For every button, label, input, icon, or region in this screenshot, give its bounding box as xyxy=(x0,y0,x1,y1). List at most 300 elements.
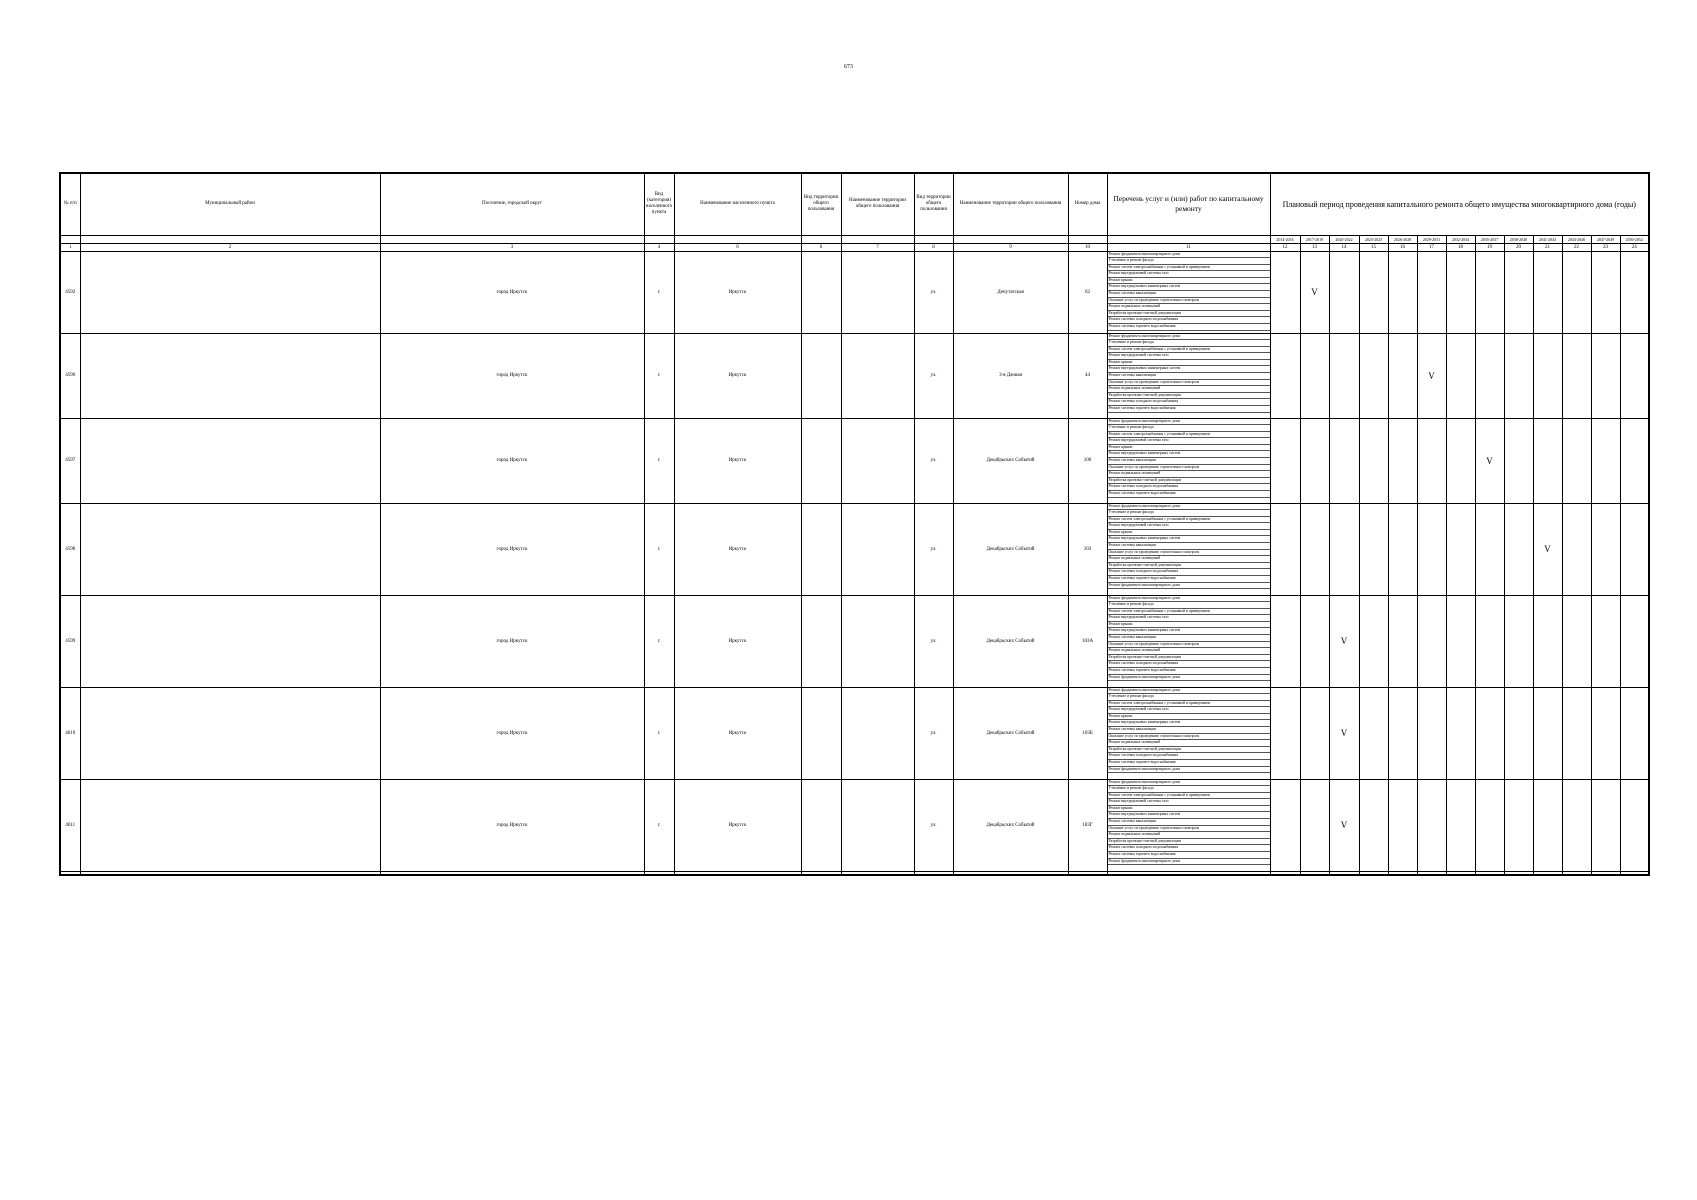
work-item: Ремонт систем электроснабжения с установкой и приведением xyxy=(1108,517,1270,524)
header-works: Перечень услуг и (или) работ по капитальному ремонту xyxy=(1107,173,1270,235)
column-number: 8 xyxy=(914,243,953,251)
period-cell xyxy=(1359,251,1388,333)
period-cell xyxy=(1504,503,1533,595)
work-item: Ремонт крыши xyxy=(1108,622,1270,629)
territory-name-cell xyxy=(841,251,914,333)
period-cell xyxy=(1591,503,1620,595)
period-cell xyxy=(1620,503,1649,595)
district-cell xyxy=(80,251,380,333)
period-cell xyxy=(1591,687,1620,779)
work-item: Ремонт крыши xyxy=(1108,714,1270,721)
period-cell xyxy=(1533,503,1562,595)
period-cell xyxy=(1417,251,1446,333)
period-cell xyxy=(1504,595,1533,687)
street-name-cell: Декабрьских Событий xyxy=(953,687,1068,779)
works-cell xyxy=(1107,418,1270,503)
street-type-cell: ул. xyxy=(914,251,953,333)
period-cell xyxy=(1533,779,1562,871)
house-number-cell: 103Г xyxy=(1068,779,1107,871)
table-row-partial xyxy=(60,871,1649,875)
table-row xyxy=(60,418,1649,503)
work-item: Ремонт подвальных помещений xyxy=(1108,386,1270,393)
work-item: Ремонт внутридомовой системы газо xyxy=(1108,615,1270,622)
column-number: 22 xyxy=(1562,243,1591,251)
work-item: Ремонт подвальных помещений xyxy=(1108,471,1270,478)
work-item: Ремонт внутридомовой системы газо xyxy=(1108,438,1270,445)
work-item: Ремонт внутридомовых инженерных систем xyxy=(1108,366,1270,373)
street-name-cell: 3-я Дачная xyxy=(953,333,1068,418)
locality-cell: Иркутск xyxy=(674,687,801,779)
period-cell xyxy=(1270,503,1300,595)
period-header: 2050-2052 xyxy=(1620,235,1649,243)
period-cell xyxy=(1329,595,1359,687)
period-cell xyxy=(1562,251,1591,333)
period-header: 2035-2037 xyxy=(1475,235,1504,243)
work-item: Ремонт фундамента многоквартирного дома xyxy=(1108,859,1270,866)
period-header: 2026-2028 xyxy=(1388,235,1417,243)
territory-type-cell xyxy=(801,251,841,333)
territory-type-cell xyxy=(801,503,841,595)
house-number-cell: 100 xyxy=(1068,418,1107,503)
period-cell xyxy=(1562,418,1591,503)
work-item: Оказание услуг по проведению строительного контроля xyxy=(1108,380,1270,387)
period-cell xyxy=(1300,595,1329,687)
period-cell xyxy=(1388,779,1417,871)
work-item: Ремонт внутридомовой системы газо xyxy=(1108,523,1270,530)
period-cell xyxy=(1562,595,1591,687)
period-cell xyxy=(1620,418,1649,503)
street-type-cell: ул. xyxy=(914,687,953,779)
work-item: Ремонт системы холодного водоснабжения xyxy=(1108,845,1270,852)
period-cell xyxy=(1446,687,1475,779)
period-cell xyxy=(1504,687,1533,779)
period-cell xyxy=(1562,779,1591,871)
period-cell xyxy=(1591,595,1620,687)
column-number: 19 xyxy=(1475,243,1504,251)
work-item: Оказание услуг по проведению строительного контроля xyxy=(1108,298,1270,305)
work-item: Оказание услуг по проведению строительного контроля xyxy=(1108,734,1270,741)
period-mark: V xyxy=(1544,544,1551,554)
works-cell xyxy=(1107,687,1270,779)
period-mark: V xyxy=(1340,636,1348,646)
street-type-cell: ул. xyxy=(914,333,953,418)
period-mark: V xyxy=(1340,820,1348,830)
territory-name-cell xyxy=(841,779,914,871)
period-mark: V xyxy=(1340,728,1348,738)
locality-type-cell: г. xyxy=(644,503,674,595)
work-item: Ремонт систем электроснабжения с установкой и приведением xyxy=(1108,265,1270,272)
work-item: Ремонт внутридомовых инженерных систем xyxy=(1108,536,1270,543)
settlement-cell: город Иркутск xyxy=(380,418,644,503)
column-number: 3 xyxy=(380,243,644,251)
period-cell xyxy=(1359,687,1388,779)
work-item: Ремонт внутридомовых инженерных систем xyxy=(1108,451,1270,458)
period-cell xyxy=(1620,333,1649,418)
row-number: 4596 xyxy=(60,333,80,418)
period-cell xyxy=(1475,418,1504,503)
period-cell xyxy=(1300,687,1329,779)
column-number: 23 xyxy=(1591,243,1620,251)
period-cell xyxy=(1270,418,1300,503)
territory-name-cell xyxy=(841,418,914,503)
period-cell xyxy=(1300,333,1329,418)
work-item: Утепление и ремонт фасада xyxy=(1108,340,1270,347)
work-item: Ремонт крыши xyxy=(1108,445,1270,452)
work-item: Разработка проектно-сметной документации xyxy=(1108,393,1270,400)
column-number: 6 xyxy=(801,243,841,251)
period-cell xyxy=(1562,687,1591,779)
settlement-cell: город Иркутск xyxy=(380,251,644,333)
row-number: 4611 xyxy=(60,779,80,871)
row-number: 4597 xyxy=(60,418,80,503)
locality-cell: Иркутск xyxy=(674,333,801,418)
street-type-cell: ул. xyxy=(914,503,953,595)
row-number: 4598 xyxy=(60,503,80,595)
table-body xyxy=(60,251,1649,875)
house-number-cell: 103А xyxy=(1068,595,1107,687)
period-cell xyxy=(1446,333,1475,418)
work-item: Ремонт внутридомовых инженерных систем xyxy=(1108,812,1270,819)
work-item: Утепление и ремонт фасада xyxy=(1108,786,1270,793)
work-item: Ремонт системы горячего водоснабжения xyxy=(1108,852,1270,859)
header-street-type: Вид территории общего пользования xyxy=(914,173,953,235)
district-cell xyxy=(80,687,380,779)
column-number: 18 xyxy=(1446,243,1475,251)
work-item: Ремонт подвальных помещений xyxy=(1108,648,1270,655)
period-header: 2047-2049 xyxy=(1591,235,1620,243)
street-name-cell: Декабрьских Событий xyxy=(953,595,1068,687)
header-num: № п/п xyxy=(60,173,80,235)
column-number: 14 xyxy=(1329,243,1359,251)
period-cell xyxy=(1388,251,1417,333)
work-item: Ремонт системы холодного водоснабжения xyxy=(1108,484,1270,491)
settlement-cell: город Иркутск xyxy=(380,779,644,871)
work-item: Ремонт внутридомовой системы газо xyxy=(1108,799,1270,806)
works-cell xyxy=(1107,333,1270,418)
period-header: 2023-2025 xyxy=(1359,235,1388,243)
street-name-cell: Декабрьских Событий xyxy=(953,779,1068,871)
settlement-cell: город Иркутск xyxy=(380,595,644,687)
period-mark: V xyxy=(1428,370,1435,381)
period-cell xyxy=(1504,333,1533,418)
column-number: 12 xyxy=(1270,243,1300,251)
work-item: Ремонт фундамента многоквартирного дома xyxy=(1108,252,1270,259)
work-item: Ремонт системы канализации xyxy=(1108,373,1270,380)
period-cell xyxy=(1359,333,1388,418)
period-cell xyxy=(1359,418,1388,503)
header-district: Муниципальный район xyxy=(80,173,380,235)
locality-type-cell: г. xyxy=(644,251,674,333)
territory-type-cell xyxy=(801,418,841,503)
work-item: Разработка проектно-сметной документации xyxy=(1108,311,1270,318)
locality-cell: Иркутск xyxy=(674,595,801,687)
period-cell xyxy=(1359,595,1388,687)
work-item: Ремонт фундамента многоквартирного дома xyxy=(1108,504,1270,511)
work-item: Разработка проектно-сметной документации xyxy=(1108,655,1270,662)
work-item: Ремонт подвальных помещений xyxy=(1108,556,1270,563)
header-street-name: Наименование территории общего пользования xyxy=(953,173,1068,235)
work-item: Утепление и ремонт фасада xyxy=(1108,602,1270,609)
house-number-cell: 103Б xyxy=(1068,687,1107,779)
work-item: Ремонт системы горячего водоснабжения xyxy=(1108,576,1270,583)
work-item: Ремонт фундамента многоквартирного дома xyxy=(1108,675,1270,682)
period-cell xyxy=(1446,779,1475,871)
header-territory-type: Вид территории общего пользования xyxy=(801,173,841,235)
period-cell xyxy=(1388,333,1417,418)
work-item: Ремонт фундамента многоквартирного дома xyxy=(1108,780,1270,787)
table-row xyxy=(60,251,1649,333)
period-cell xyxy=(1329,687,1359,779)
period-cell xyxy=(1475,251,1504,333)
period-cell xyxy=(1533,418,1562,503)
period-header: 2014-2016 xyxy=(1270,235,1300,243)
period-cell xyxy=(1388,687,1417,779)
work-item: Ремонт крыши xyxy=(1108,530,1270,537)
work-item: Ремонт внутридомовой системы газо xyxy=(1108,271,1270,278)
territory-type-cell xyxy=(801,687,841,779)
work-item: Оказание услуг по проведению строительного контроля xyxy=(1108,642,1270,649)
work-item: Ремонт системы холодного водоснабжения xyxy=(1108,569,1270,576)
period-cell xyxy=(1300,779,1329,871)
locality-type-cell: г. xyxy=(644,418,674,503)
page-number: 673 xyxy=(844,64,853,70)
locality-cell: Иркутск xyxy=(674,779,801,871)
capital-repair-table xyxy=(59,172,1650,876)
column-number: 21 xyxy=(1533,243,1562,251)
period-mark: V xyxy=(1311,287,1318,297)
period-cell xyxy=(1270,779,1300,871)
period-cell xyxy=(1533,251,1562,333)
work-item: Ремонт системы горячего водоснабжения xyxy=(1108,491,1270,498)
table-row xyxy=(60,687,1649,779)
work-item: Оказание услуг по проведению строительного контроля xyxy=(1108,550,1270,557)
period-cell xyxy=(1475,687,1504,779)
period-header: 2017-2019 xyxy=(1300,235,1329,243)
territory-name-cell xyxy=(841,503,914,595)
work-item: Ремонт фундамента многоквартирного дома xyxy=(1108,419,1270,426)
column-number: 13 xyxy=(1300,243,1329,251)
work-item: Утепление и ремонт фасада xyxy=(1108,694,1270,701)
work-item: Ремонт системы горячего водоснабжения xyxy=(1108,406,1270,413)
street-type-cell: ул. xyxy=(914,418,953,503)
work-item: Ремонт системы канализации xyxy=(1108,458,1270,465)
period-cell xyxy=(1300,503,1329,595)
table-row xyxy=(60,779,1649,871)
work-item: Ремонт системы канализации xyxy=(1108,543,1270,550)
period-cell xyxy=(1620,251,1649,333)
column-numbers-row xyxy=(60,243,1649,251)
column-number: 9 xyxy=(953,243,1068,251)
work-item: Утепление и ремонт фасада xyxy=(1108,258,1270,265)
table-row xyxy=(60,595,1649,687)
locality-cell: Иркутск xyxy=(674,251,801,333)
locality-type-cell: г. xyxy=(644,687,674,779)
period-cell xyxy=(1417,595,1446,687)
work-item: Ремонт внутридомовых инженерных систем xyxy=(1108,284,1270,291)
period-cell xyxy=(1270,687,1300,779)
work-item: Ремонт системы канализации xyxy=(1108,727,1270,734)
period-cell xyxy=(1329,418,1359,503)
table-row xyxy=(60,503,1649,595)
period-cell xyxy=(1446,251,1475,333)
column-number: 7 xyxy=(841,243,914,251)
period-cell xyxy=(1329,333,1359,418)
work-item: Разработка проектно-сметной документации xyxy=(1108,478,1270,485)
period-cell xyxy=(1359,779,1388,871)
work-item: Ремонт системы горячего водоснабжения xyxy=(1108,668,1270,675)
street-type-cell: ул. xyxy=(914,595,953,687)
header-plan: Плановый период проведения капитального ремонта общего имущества многоквартирного дома (годы) xyxy=(1270,173,1649,235)
column-number: 11 xyxy=(1107,243,1270,251)
period-cell xyxy=(1359,503,1388,595)
district-cell xyxy=(80,333,380,418)
work-item: Ремонт крыши xyxy=(1108,278,1270,285)
locality-cell: Иркутск xyxy=(674,418,801,503)
column-number: 24 xyxy=(1620,243,1649,251)
header-locality-type: Вид (категория) населенного пункта xyxy=(644,173,674,235)
period-cell xyxy=(1417,503,1446,595)
period-cell xyxy=(1270,595,1300,687)
column-number: 1 xyxy=(60,243,80,251)
work-item: Ремонт системы канализации xyxy=(1108,291,1270,298)
period-cell xyxy=(1475,779,1504,871)
work-item: Ремонт крыши xyxy=(1108,806,1270,813)
header-house: Номер дома xyxy=(1068,173,1107,235)
house-number-cell: 44 xyxy=(1068,333,1107,418)
work-item: Утепление и ремонт фасада xyxy=(1108,425,1270,432)
works-cell xyxy=(1107,595,1270,687)
period-mark: V xyxy=(1486,455,1493,466)
period-cell xyxy=(1329,503,1359,595)
territory-name-cell xyxy=(841,595,914,687)
work-item: Ремонт подвальных помещений xyxy=(1108,304,1270,311)
street-name-cell: Депутатская xyxy=(953,251,1068,333)
period-cell xyxy=(1270,251,1300,333)
settlement-cell: город Иркутск xyxy=(380,503,644,595)
work-item: Утепление и ремонт фасада xyxy=(1108,510,1270,517)
periods-row xyxy=(60,235,1649,243)
period-cell xyxy=(1504,251,1533,333)
work-item: Ремонт систем электроснабжения с установкой и приведением xyxy=(1108,793,1270,800)
period-header: 2029-2031 xyxy=(1417,235,1446,243)
work-item: Оказание услуг по проведению строительного контроля xyxy=(1108,465,1270,472)
header-locality: Наименование населенного пункта xyxy=(674,173,801,235)
period-cell xyxy=(1475,333,1504,418)
period-cell xyxy=(1620,779,1649,871)
period-cell xyxy=(1388,418,1417,503)
work-item: Ремонт системы холодного водоснабжения xyxy=(1108,317,1270,324)
settlement-cell: город Иркутск xyxy=(380,333,644,418)
work-item: Ремонт системы канализации xyxy=(1108,635,1270,642)
work-item: Ремонт фундамента многоквартирного дома xyxy=(1108,583,1270,590)
row-number: 4599 xyxy=(60,595,80,687)
period-cell xyxy=(1388,595,1417,687)
period-cell xyxy=(1446,595,1475,687)
period-cell xyxy=(1329,251,1359,333)
works-cell xyxy=(1107,779,1270,871)
work-item: Ремонт системы холодного водоснабжения xyxy=(1108,753,1270,760)
period-cell xyxy=(1533,687,1562,779)
period-cell xyxy=(1591,251,1620,333)
locality-type-cell: г. xyxy=(644,595,674,687)
period-cell xyxy=(1620,687,1649,779)
works-cell xyxy=(1107,251,1270,333)
period-cell xyxy=(1388,503,1417,595)
period-cell xyxy=(1562,503,1591,595)
street-name-cell: Декабрьских Событий xyxy=(953,418,1068,503)
period-header: 2044-2046 xyxy=(1562,235,1591,243)
row-number: 4610 xyxy=(60,687,80,779)
period-cell xyxy=(1620,595,1649,687)
work-item: Разработка проектно-сметной документации xyxy=(1108,747,1270,754)
row-number: 4592 xyxy=(60,251,80,333)
period-cell xyxy=(1533,595,1562,687)
column-number: 15 xyxy=(1359,243,1388,251)
district-cell xyxy=(80,779,380,871)
work-item: Ремонт внутридомовой системы газо xyxy=(1108,353,1270,360)
locality-cell: Иркутск xyxy=(674,503,801,595)
period-cell xyxy=(1591,333,1620,418)
territory-name-cell xyxy=(841,333,914,418)
period-cell xyxy=(1475,595,1504,687)
work-item: Ремонт внутридомовых инженерных систем xyxy=(1108,720,1270,727)
column-number: 4 xyxy=(644,243,674,251)
work-item: Ремонт систем электроснабжения с установкой и приведением xyxy=(1108,432,1270,439)
period-cell xyxy=(1533,333,1562,418)
header-settlement: Поселение, городской округ xyxy=(380,173,644,235)
period-cell xyxy=(1329,779,1359,871)
column-number: 20 xyxy=(1504,243,1533,251)
territory-type-cell xyxy=(801,333,841,418)
column-number: 17 xyxy=(1417,243,1446,251)
period-cell xyxy=(1417,333,1446,418)
work-item: Разработка проектно-сметной документации xyxy=(1108,563,1270,570)
house-number-cell: 103 xyxy=(1068,503,1107,595)
period-cell xyxy=(1504,418,1533,503)
work-item: Ремонт подвальных помещений xyxy=(1108,740,1270,747)
locality-type-cell: г. xyxy=(644,779,674,871)
works-cell xyxy=(1107,503,1270,595)
work-item: Разработка проектно-сметной документации xyxy=(1108,839,1270,846)
column-number: 6 xyxy=(674,243,801,251)
work-item: Оказание услуг по проведению строительного контроля xyxy=(1108,826,1270,833)
period-cell xyxy=(1475,503,1504,595)
territory-name-cell xyxy=(841,687,914,779)
district-cell xyxy=(80,418,380,503)
work-item: Ремонт систем электроснабжения с установкой и приведением xyxy=(1108,347,1270,354)
period-cell xyxy=(1504,779,1533,871)
column-number: 2 xyxy=(80,243,380,251)
locality-type-cell: г. xyxy=(644,333,674,418)
work-item: Ремонт подвальных помещений xyxy=(1108,832,1270,839)
work-item: Ремонт фундамента многоквартирного дома xyxy=(1108,688,1270,695)
territory-type-cell xyxy=(801,595,841,687)
work-item: Ремонт внутридомовой системы газо xyxy=(1108,707,1270,714)
house-number-cell: 62 xyxy=(1068,251,1107,333)
district-cell xyxy=(80,595,380,687)
table-row xyxy=(60,333,1649,418)
period-cell xyxy=(1446,503,1475,595)
settlement-cell: город Иркутск xyxy=(380,687,644,779)
work-item: Ремонт системы горячего водоснабжения xyxy=(1108,760,1270,767)
column-number: 16 xyxy=(1388,243,1417,251)
work-item: Ремонт фундамента многоквартирного дома xyxy=(1108,596,1270,603)
period-cell xyxy=(1591,779,1620,871)
period-header: 2020-2022 xyxy=(1329,235,1359,243)
column-number: 10 xyxy=(1068,243,1107,251)
work-item: Ремонт системы канализации xyxy=(1108,819,1270,826)
work-item: Ремонт системы холодного водоснабжения xyxy=(1108,661,1270,668)
